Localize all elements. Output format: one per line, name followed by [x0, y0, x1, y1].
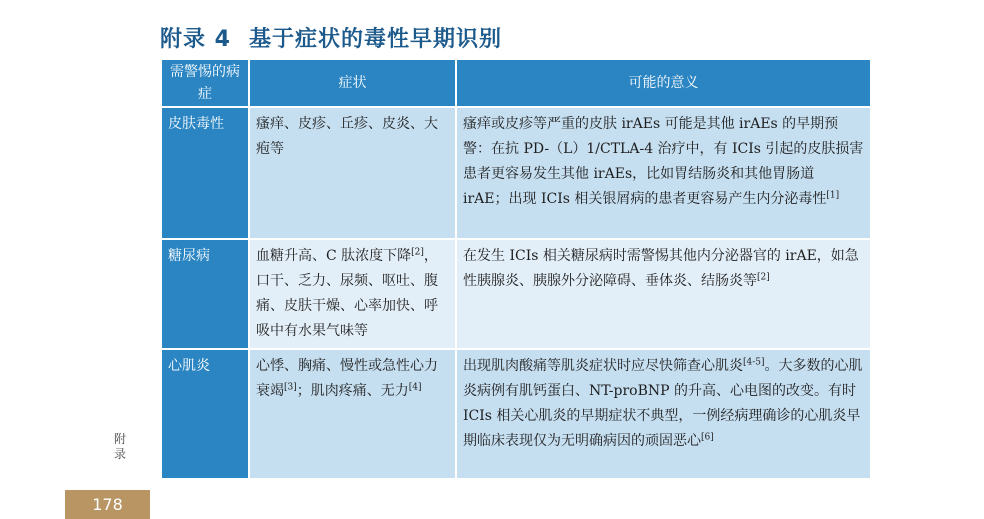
- citation: [4-5]: [743, 357, 765, 368]
- page-title: [160, 22, 502, 53]
- meaning-text: 。大多数的心肌炎病例有肌钙蛋白、NT-proBNP 的升高、心电图的改变。有时 ICIs 相关心肌炎的早期症状不典型，一例经病理确诊的心肌炎早期临床表现仅为无明确病因的顽固恶心: [463, 358, 863, 449]
- row-category: 糖尿病: [162, 240, 248, 348]
- citation: [3]: [284, 382, 297, 393]
- header-meaning: 可能的意义: [457, 60, 870, 106]
- page-number: 178: [65, 490, 150, 519]
- row-meaning: [457, 240, 870, 348]
- table-header-row: [162, 60, 870, 106]
- symptoms-text: ，口干、乏力、尿频、呕吐、腹痛、皮肤干燥、心率加快、呼吸中有水果气味等: [256, 248, 438, 339]
- appendix-title: 基于症状的毒性早期识别: [248, 27, 502, 52]
- meaning-text: 出现肌肉酸痛等肌炎症状时应尽快筛查心肌炎: [463, 358, 743, 374]
- symptoms-text: ；肌肉疼痛、无力: [296, 383, 409, 399]
- citation: [2]: [411, 247, 424, 258]
- symptoms-text: 血糖升高、C 肽浓度下降: [256, 248, 412, 264]
- row-category: 皮肤毒性: [162, 108, 248, 238]
- appendix-number: 附录 4: [160, 27, 231, 52]
- table-row-skin: [162, 108, 870, 238]
- row-meaning: [457, 108, 870, 238]
- row-symptoms: [250, 240, 455, 348]
- row-symptoms: [250, 350, 455, 478]
- symptoms-text: 心悸、胸痛、慢性或急性心力衰竭: [256, 358, 438, 399]
- table-row-myocarditis: [162, 350, 870, 478]
- header-condition: 需警惕的病症: [162, 60, 248, 106]
- table-row-diabetes: [162, 240, 870, 348]
- citation: [2]: [757, 272, 770, 283]
- toxicity-table: [160, 58, 872, 480]
- header-symptoms: 症状: [250, 60, 455, 106]
- row-meaning: [457, 350, 870, 478]
- row-symptoms: 瘙痒、皮疹、丘疹、皮炎、大疱等: [250, 108, 455, 238]
- citation: [4]: [408, 382, 422, 393]
- citation: [6]: [701, 432, 714, 443]
- side-section-label: 附录: [113, 432, 126, 461]
- meaning-text: 在发生 ICIs 相关糖尿病时需警惕其他内分泌器官的 irAE，如急性胰腺炎、胰腺外分泌障碍、垂体炎、结肠炎等: [463, 248, 859, 289]
- row-category: 心肌炎: [162, 350, 248, 478]
- citation: [1]: [826, 190, 840, 201]
- meaning-text: 瘙痒或皮疹等严重的皮肤 irAEs 可能是其他 irAEs 的早期预警：在抗 PD-（L）1/CTLA-4 治疗中，有 ICIs 引起的皮肤损害患者更容易发生其他 irAEs，比如胃结肠炎和其他胃肠道 irAE；出现 ICIs 相关银屑病的患者更容易产生内分泌毒性: [463, 116, 864, 207]
